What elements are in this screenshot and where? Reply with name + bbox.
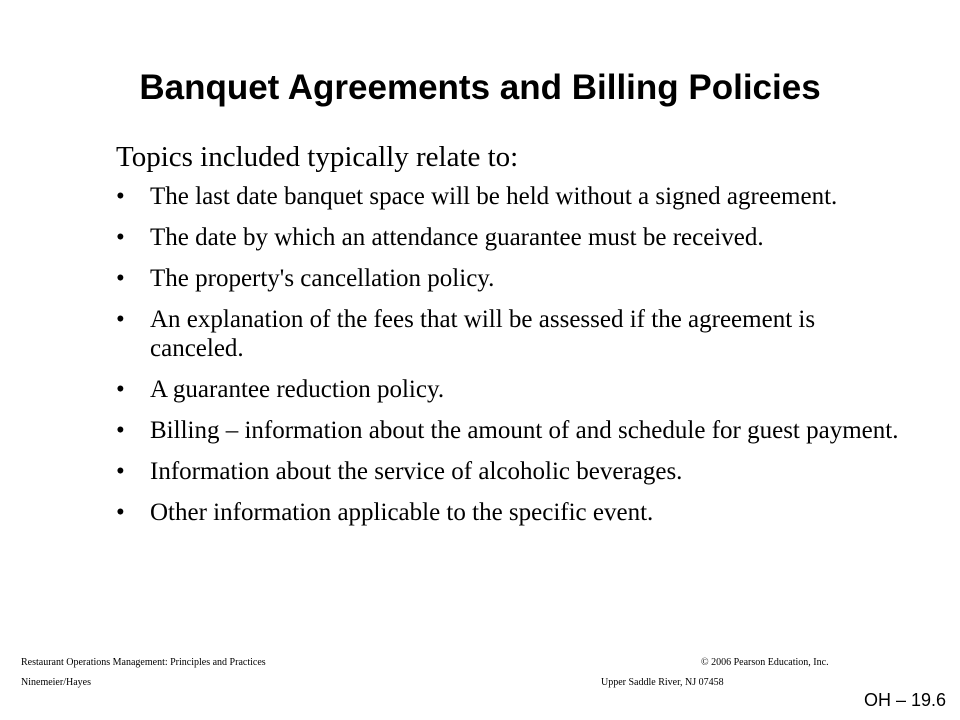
- bullet-icon: •: [116, 224, 125, 251]
- footer-publisher-location: Upper Saddle River, NJ 07458: [601, 677, 724, 688]
- bullet-icon: •: [116, 265, 125, 292]
- bullet-text: Information about the service of alcoholic beverages.: [150, 458, 683, 485]
- bullet-item: [116, 182, 906, 211]
- bullet-text: Billing – information about the amount of and schedule for guest payment.: [150, 417, 899, 444]
- bullet-icon: •: [116, 417, 125, 444]
- bullet-text: The last date banquet space will be held without a signed agreement.: [150, 183, 838, 210]
- footer-copyright: © 2006 Pearson Education, Inc.: [701, 657, 829, 668]
- intro-text: Topics included typically relate to:: [116, 141, 519, 173]
- bullet-icon: •: [116, 499, 125, 526]
- bullet-text: A guarantee reduction policy.: [150, 376, 445, 403]
- footer-authors: Ninemeier/Hayes: [21, 677, 91, 688]
- slide-number: OH – 19.6: [863, 690, 946, 710]
- bullet-icon: •: [116, 376, 125, 403]
- bullet-item: [116, 305, 906, 363]
- footer-book-title: Restaurant Operations Management: Principles and Practices: [21, 657, 266, 668]
- bullet-item: [116, 498, 906, 527]
- bullet-item: [116, 416, 906, 445]
- bullet-text: An explanation of the fees that will be assessed if the agreement is canceled.: [150, 306, 816, 362]
- bullet-item: [116, 264, 906, 293]
- bullet-icon: •: [116, 306, 125, 333]
- bullet-icon: •: [116, 183, 125, 210]
- bullet-list: [116, 182, 906, 539]
- bullet-text: The date by which an attendance guarantee must be received.: [150, 224, 764, 251]
- slide-title: Banquet Agreements and Billing Policies: [139, 68, 821, 107]
- bullet-item: [116, 375, 906, 404]
- bullet-item: [116, 223, 906, 252]
- bullet-item: [116, 457, 906, 486]
- bullet-text: The property's cancellation policy.: [150, 265, 495, 292]
- bullet-icon: •: [116, 458, 125, 485]
- bullet-text: Other information applicable to the specific event.: [150, 499, 654, 526]
